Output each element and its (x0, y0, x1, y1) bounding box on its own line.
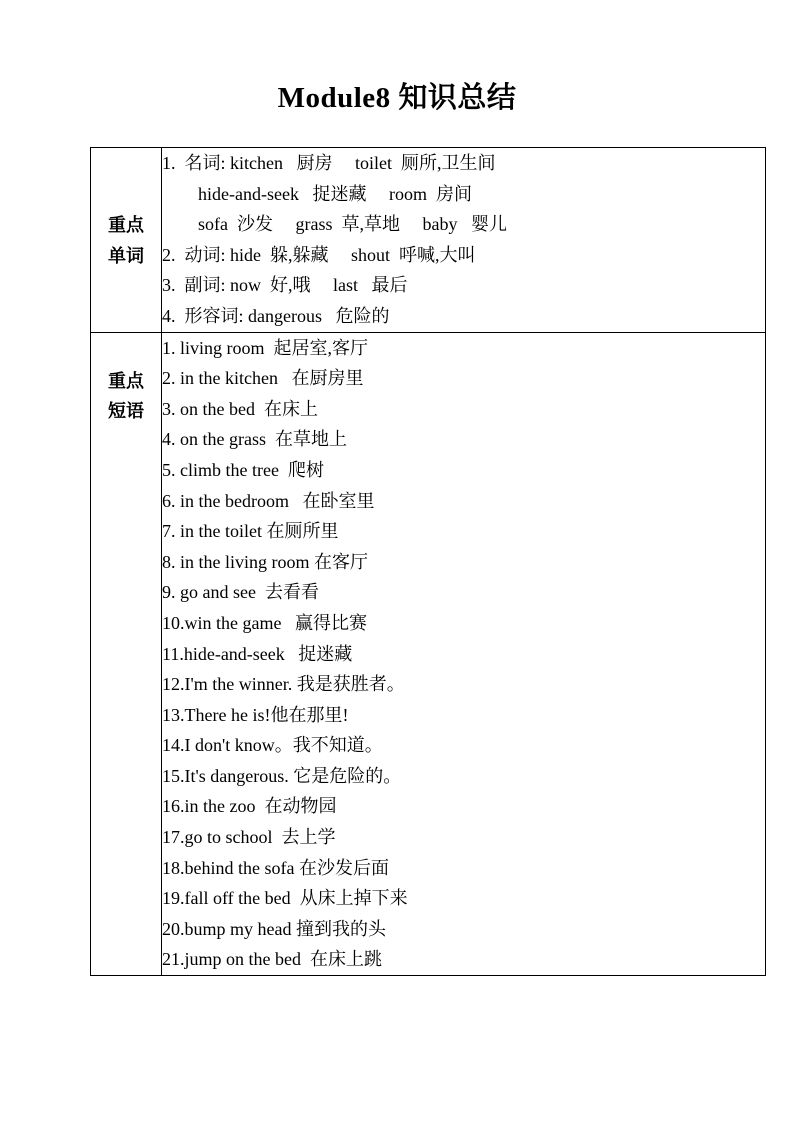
phrases-label-line2: 短语 (108, 401, 144, 422)
phrase-line: 16.in the zoo 在动物园 (162, 796, 337, 817)
phrase-line: 10.win the game 赢得比赛 (162, 612, 367, 633)
words-label-line2: 单词 (108, 245, 144, 266)
phrase-line: 19.fall off the bed 从床上掉下来 (162, 888, 408, 909)
phrase-line: 7. in the toilet 在厕所里 (162, 521, 339, 542)
word-line: hide-and-seek 捉迷藏 room 房间 (162, 183, 472, 204)
phrases-content-cell (162, 332, 766, 975)
page-title: Module8 知识总结 (277, 82, 517, 114)
phrase-line: 21.jump on the bed 在床上跳 (162, 949, 382, 970)
phrase-line: 2. in the kitchen 在厨房里 (162, 368, 364, 389)
phrases-label (91, 333, 161, 427)
phrase-line: 9. go and see 去看看 (162, 582, 319, 603)
summary-table (90, 147, 766, 976)
phrase-line: 12.I'm the winner. 我是获胜者。 (162, 674, 405, 695)
phrase-line: 18.behind the sofa 在沙发后面 (162, 857, 389, 878)
phrase-line: 13.There he is!他在那里! (162, 704, 349, 725)
words-content-cell (162, 148, 766, 333)
word-line: 3. 副词: now 好,哦 last 最后 (162, 275, 408, 296)
phrase-line: 4. on the grass 在草地上 (162, 429, 347, 450)
phrase-line: 5. climb the tree 爬树 (162, 459, 324, 480)
phrase-line: 11.hide-and-seek 捉迷藏 (162, 643, 353, 664)
word-line: 4. 形容词: dangerous 危险的 (162, 305, 390, 326)
phrase-line: 15.It's dangerous. 它是危险的。 (162, 765, 402, 786)
phrase-line: 17.go to school 去上学 (162, 827, 336, 848)
phrase-line: 8. in the living room 在客厅 (162, 551, 368, 572)
phrase-line: 14.I don't know。我不知道。 (162, 735, 383, 756)
word-line: 2. 动词: hide 躲,躲藏 shout 呼喊,大叫 (162, 244, 476, 265)
words-row (91, 148, 766, 333)
phrase-line: 20.bump my head 撞到我的头 (162, 918, 386, 939)
phrases-label-cell (91, 332, 162, 975)
word-line: sofa 沙发 grass 草,草地 baby 婴儿 (162, 214, 507, 235)
phrase-line: 1. living room 起居室,客厅 (162, 337, 368, 358)
words-label-line1: 重点 (108, 215, 144, 235)
phrase-line: 6. in the bedroom 在卧室里 (162, 490, 375, 511)
phrases-label-line1: 重点 (108, 370, 144, 391)
word-line: 1. 名词: kitchen 厨房 toilet 厕所,卫生间 (162, 153, 496, 173)
phrases-row (91, 332, 766, 975)
phrase-line: 3. on the bed 在床上 (162, 398, 318, 419)
words-label-cell (91, 148, 162, 333)
words-label (91, 148, 161, 271)
